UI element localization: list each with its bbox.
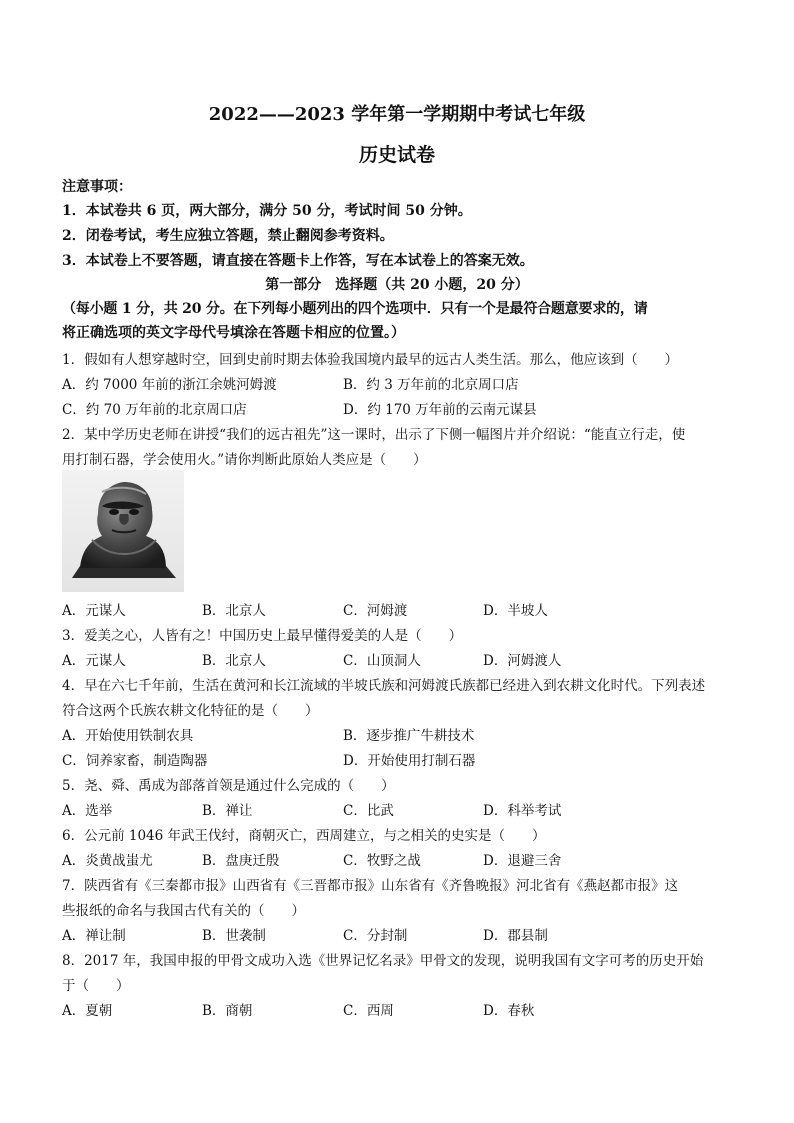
part1-title: 第一部分 选择题（共 20 小题，20 分） [265, 277, 529, 293]
option-c: C．山顶洞人 [343, 653, 421, 669]
option-a: A．炎黄战蚩尤 [62, 853, 153, 869]
question-stem: 6．公元前 1046 年武王伐纣，商朝灭亡，西周建立，与之相关的史实是（ ） [62, 828, 546, 844]
option-b: B．世袭制 [202, 928, 266, 944]
option-a: A．约 7000 年前的浙江余姚河姆渡 [62, 377, 277, 393]
question-stem: 4．早在六七千年前，生活在黄河和长江流域的半坡氏族和河姆渡氏族都已经进入到农耕文化时代。下列表述 [62, 678, 706, 694]
option-a: A．禅让制 [62, 928, 126, 944]
part1-instruction: （每小题 1 分，共 20 分。在下列每小题列出的四个选项中．只有一个是最符合题意要求的，请 [62, 301, 648, 317]
question-stem: 3．爱美之心，人皆有之！中国历史上最早懂得爱美的人是（ ） [62, 628, 463, 644]
option-c: C．分封制 [343, 928, 408, 944]
question-stem: 1．假如有人想穿越时空，回到史前时期去体验我国境内最早的远古人类生活。那么，他应该到（ ） [62, 352, 679, 368]
part1-instruction: 将正确选项的英文字母代号填涂在答题卡相应的位置。） [62, 325, 405, 341]
option-a: A．元谋人 [62, 603, 126, 619]
option-d: D．半坡人 [483, 603, 548, 619]
question-stem: 用打制石器，学会使用火。”请你判断此原始人类应是（ ） [62, 452, 427, 468]
option-b: B．逐步推广牛耕技术 [343, 728, 475, 744]
notice-item: 3．本试卷上不要答题，请直接在答题卡上作答，写在本试卷上的答案无效。 [62, 253, 534, 269]
option-b: B．盘庚迁殷 [202, 853, 280, 869]
option-d: D．春秋 [483, 1003, 535, 1019]
question-stem: 8．2017 年，我国申报的甲骨文成功入选《世界记忆名录》甲骨文的发现，说明我国有文字可考的历史开始 [62, 953, 704, 969]
option-d: D．科举考试 [483, 803, 562, 819]
option-c: C．西周 [343, 1003, 394, 1019]
question-stem: 2．某中学历史老师在讲授“我们的远古祖先”这一课时，出示了下侧一幅图片并介绍说：“能直立行走，使 [62, 427, 686, 443]
option-b: B．商朝 [202, 1003, 253, 1019]
option-a: A．开始使用铁制农具 [62, 728, 194, 744]
option-d: D．河姆渡人 [483, 653, 562, 669]
notice-heading: 注意事项： [62, 179, 132, 195]
option-b: B．约 3 万年前的北京周口店 [343, 377, 519, 393]
exam-subtitle: 历史试卷 [358, 144, 435, 166]
question-stem: 些报纸的命名与我国古代有关的（ ） [62, 903, 305, 919]
question-stem: 于（ ） [62, 978, 130, 994]
option-c: C．饲养家畜，制造陶器 [62, 753, 208, 769]
option-b: B．北京人 [202, 603, 266, 619]
question-stem: 符合这两个氏族农耕文化特征的是（ ） [62, 703, 319, 719]
option-c: C．河姆渡 [343, 603, 408, 619]
peking-man-bust-image [62, 470, 184, 592]
option-c: C．牧野之战 [343, 853, 421, 869]
option-b: B．禅让 [202, 803, 253, 819]
option-a: A．夏朝 [62, 1003, 113, 1019]
option-d: D．退避三舍 [483, 853, 562, 869]
option-d: D．约 170 万年前的云南元谋县 [343, 402, 537, 418]
notice-item: 2．闭卷考试，考生应独立答题，禁止翻阅参考资料。 [62, 228, 394, 244]
exam-title: 2022——2023 学年第一学期期中考试七年级 [208, 104, 586, 125]
option-d: D．郡县制 [483, 928, 548, 944]
question-stem: 7．陕西省有《三秦都市报》山西省有《三晋都市报》山东省有《齐鲁晚报》河北省有《燕赵都市报》这 [62, 878, 679, 894]
option-c: C．比武 [343, 803, 394, 819]
option-a: A．选举 [62, 803, 113, 819]
option-c: C．约 70 万年前的北京周口店 [62, 402, 247, 418]
option-d: D．开始使用打制石器 [343, 753, 476, 769]
notice-item: 1．本试卷共 6 页，两大部分，满分 50 分，考试时间 50 分钟。 [62, 203, 472, 219]
question-stem: 5．尧、舜、禹成为部落首领是通过什么完成的（ ） [62, 778, 395, 794]
option-b: B．北京人 [202, 653, 266, 669]
option-a: A．元谋人 [62, 653, 126, 669]
